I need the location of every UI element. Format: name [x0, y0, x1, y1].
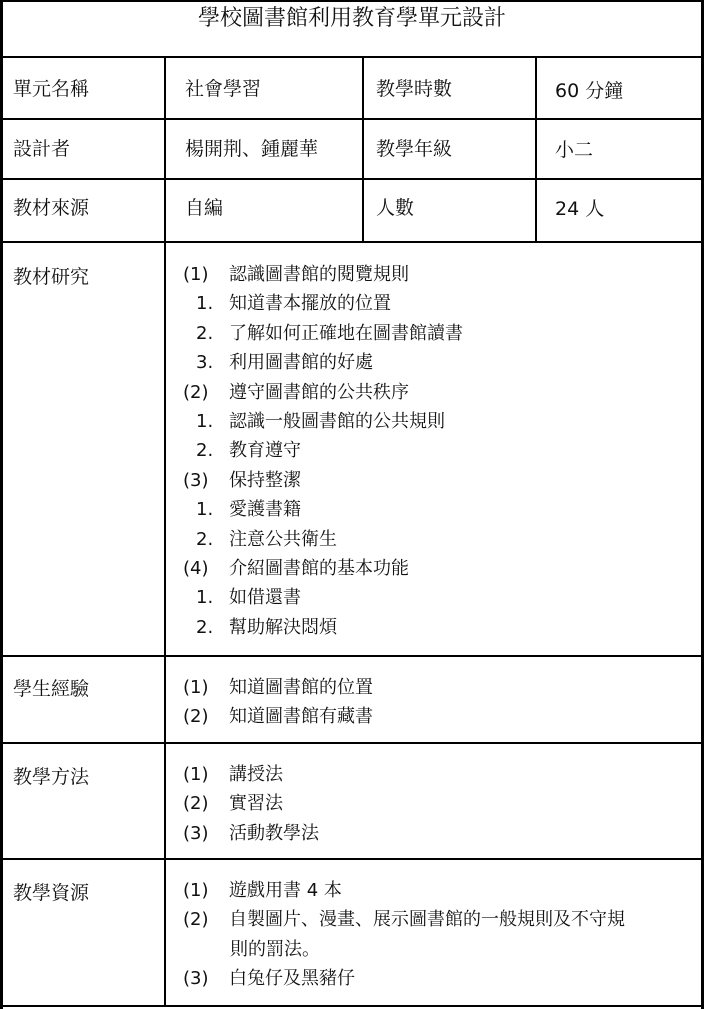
- list-item: 2. 幫助解決悶煩: [196, 616, 337, 638]
- research-list: [183, 260, 463, 642]
- list-item: (3) 白兔仔及黑豬仔: [183, 968, 355, 990]
- list-item: 3. 利用圖書館的好處: [196, 352, 373, 374]
- resources-label: 教學資源: [13, 882, 90, 904]
- list-item: (2) 自製圖片、漫畫、展示圖書館的一般規則及不守規: [183, 909, 625, 931]
- list-item-continuation: 則的罰法。: [230, 938, 320, 960]
- column-divider: [362, 57, 364, 242]
- methods-label: 教學方法: [13, 766, 90, 788]
- page-title: 學校圖書館利用教育學單元設計: [197, 6, 506, 31]
- table-top-border: [3, 0, 701, 2]
- count-label: 人數: [376, 197, 415, 219]
- hours-value: 60 分鐘: [555, 80, 624, 102]
- grade-label: 教學年級: [376, 138, 453, 160]
- row-divider: [3, 56, 701, 58]
- row-divider: [3, 241, 701, 243]
- list-item: 1. 認識一般圖書館的公共規則: [196, 410, 445, 432]
- row-divider: [3, 858, 701, 860]
- list-item: 2. 教育遵守: [196, 440, 301, 462]
- grade-value: 小二: [555, 139, 594, 161]
- list-item: (1) 認識圖書館的閱覽規則: [183, 264, 409, 285]
- count-value: 24 人: [555, 198, 605, 220]
- designer-value: 楊開荆、鍾麗華: [185, 138, 319, 160]
- row-divider: [3, 118, 701, 120]
- list-item: 1. 知道書本擺放的位置: [196, 293, 391, 315]
- list-item: (2) 知道圖書館有藏書: [183, 706, 373, 728]
- table-bottom-border: [3, 1005, 701, 1007]
- unit-name-value: 社會學習: [185, 78, 262, 100]
- list-item: (2) 實習法: [183, 793, 283, 815]
- list-item: (4) 介紹圖書館的基本功能: [183, 557, 409, 579]
- list-item: 1. 如借還書: [196, 587, 301, 609]
- research-label: 教材研究: [13, 266, 90, 288]
- list-item: (2) 遵守圖書館的公共秩序: [183, 381, 409, 403]
- list-item: (1) 遊戲用書 4 本: [183, 880, 342, 901]
- column-divider: [535, 57, 537, 242]
- list-item: (1) 講授法: [183, 764, 283, 785]
- designer-label: 設計者: [13, 138, 71, 160]
- list-item: 1. 愛護書籍: [196, 499, 301, 521]
- row-divider: [3, 178, 701, 180]
- row-divider: [3, 742, 701, 744]
- list-item: 2. 了解如何正確地在圖書館讀書: [196, 322, 463, 344]
- experience-label: 學生經驗: [13, 678, 90, 700]
- hours-label: 教學時數: [376, 78, 453, 100]
- list-item: (1) 知道圖書館的位置: [183, 677, 373, 698]
- experience-list: [183, 673, 373, 732]
- source-label: 教材來源: [13, 197, 90, 219]
- methods-list: [183, 760, 319, 848]
- resources-list: [183, 876, 625, 994]
- source-value: 自編: [185, 197, 224, 219]
- list-item: 2. 注意公共衛生: [196, 528, 337, 550]
- row-divider: [3, 655, 701, 657]
- unit-name-label: 單元名稱: [13, 78, 90, 100]
- column-divider: [164, 57, 166, 1006]
- list-item: (3) 保持整潔: [183, 469, 301, 491]
- list-item: (3) 活動教學法: [183, 822, 319, 844]
